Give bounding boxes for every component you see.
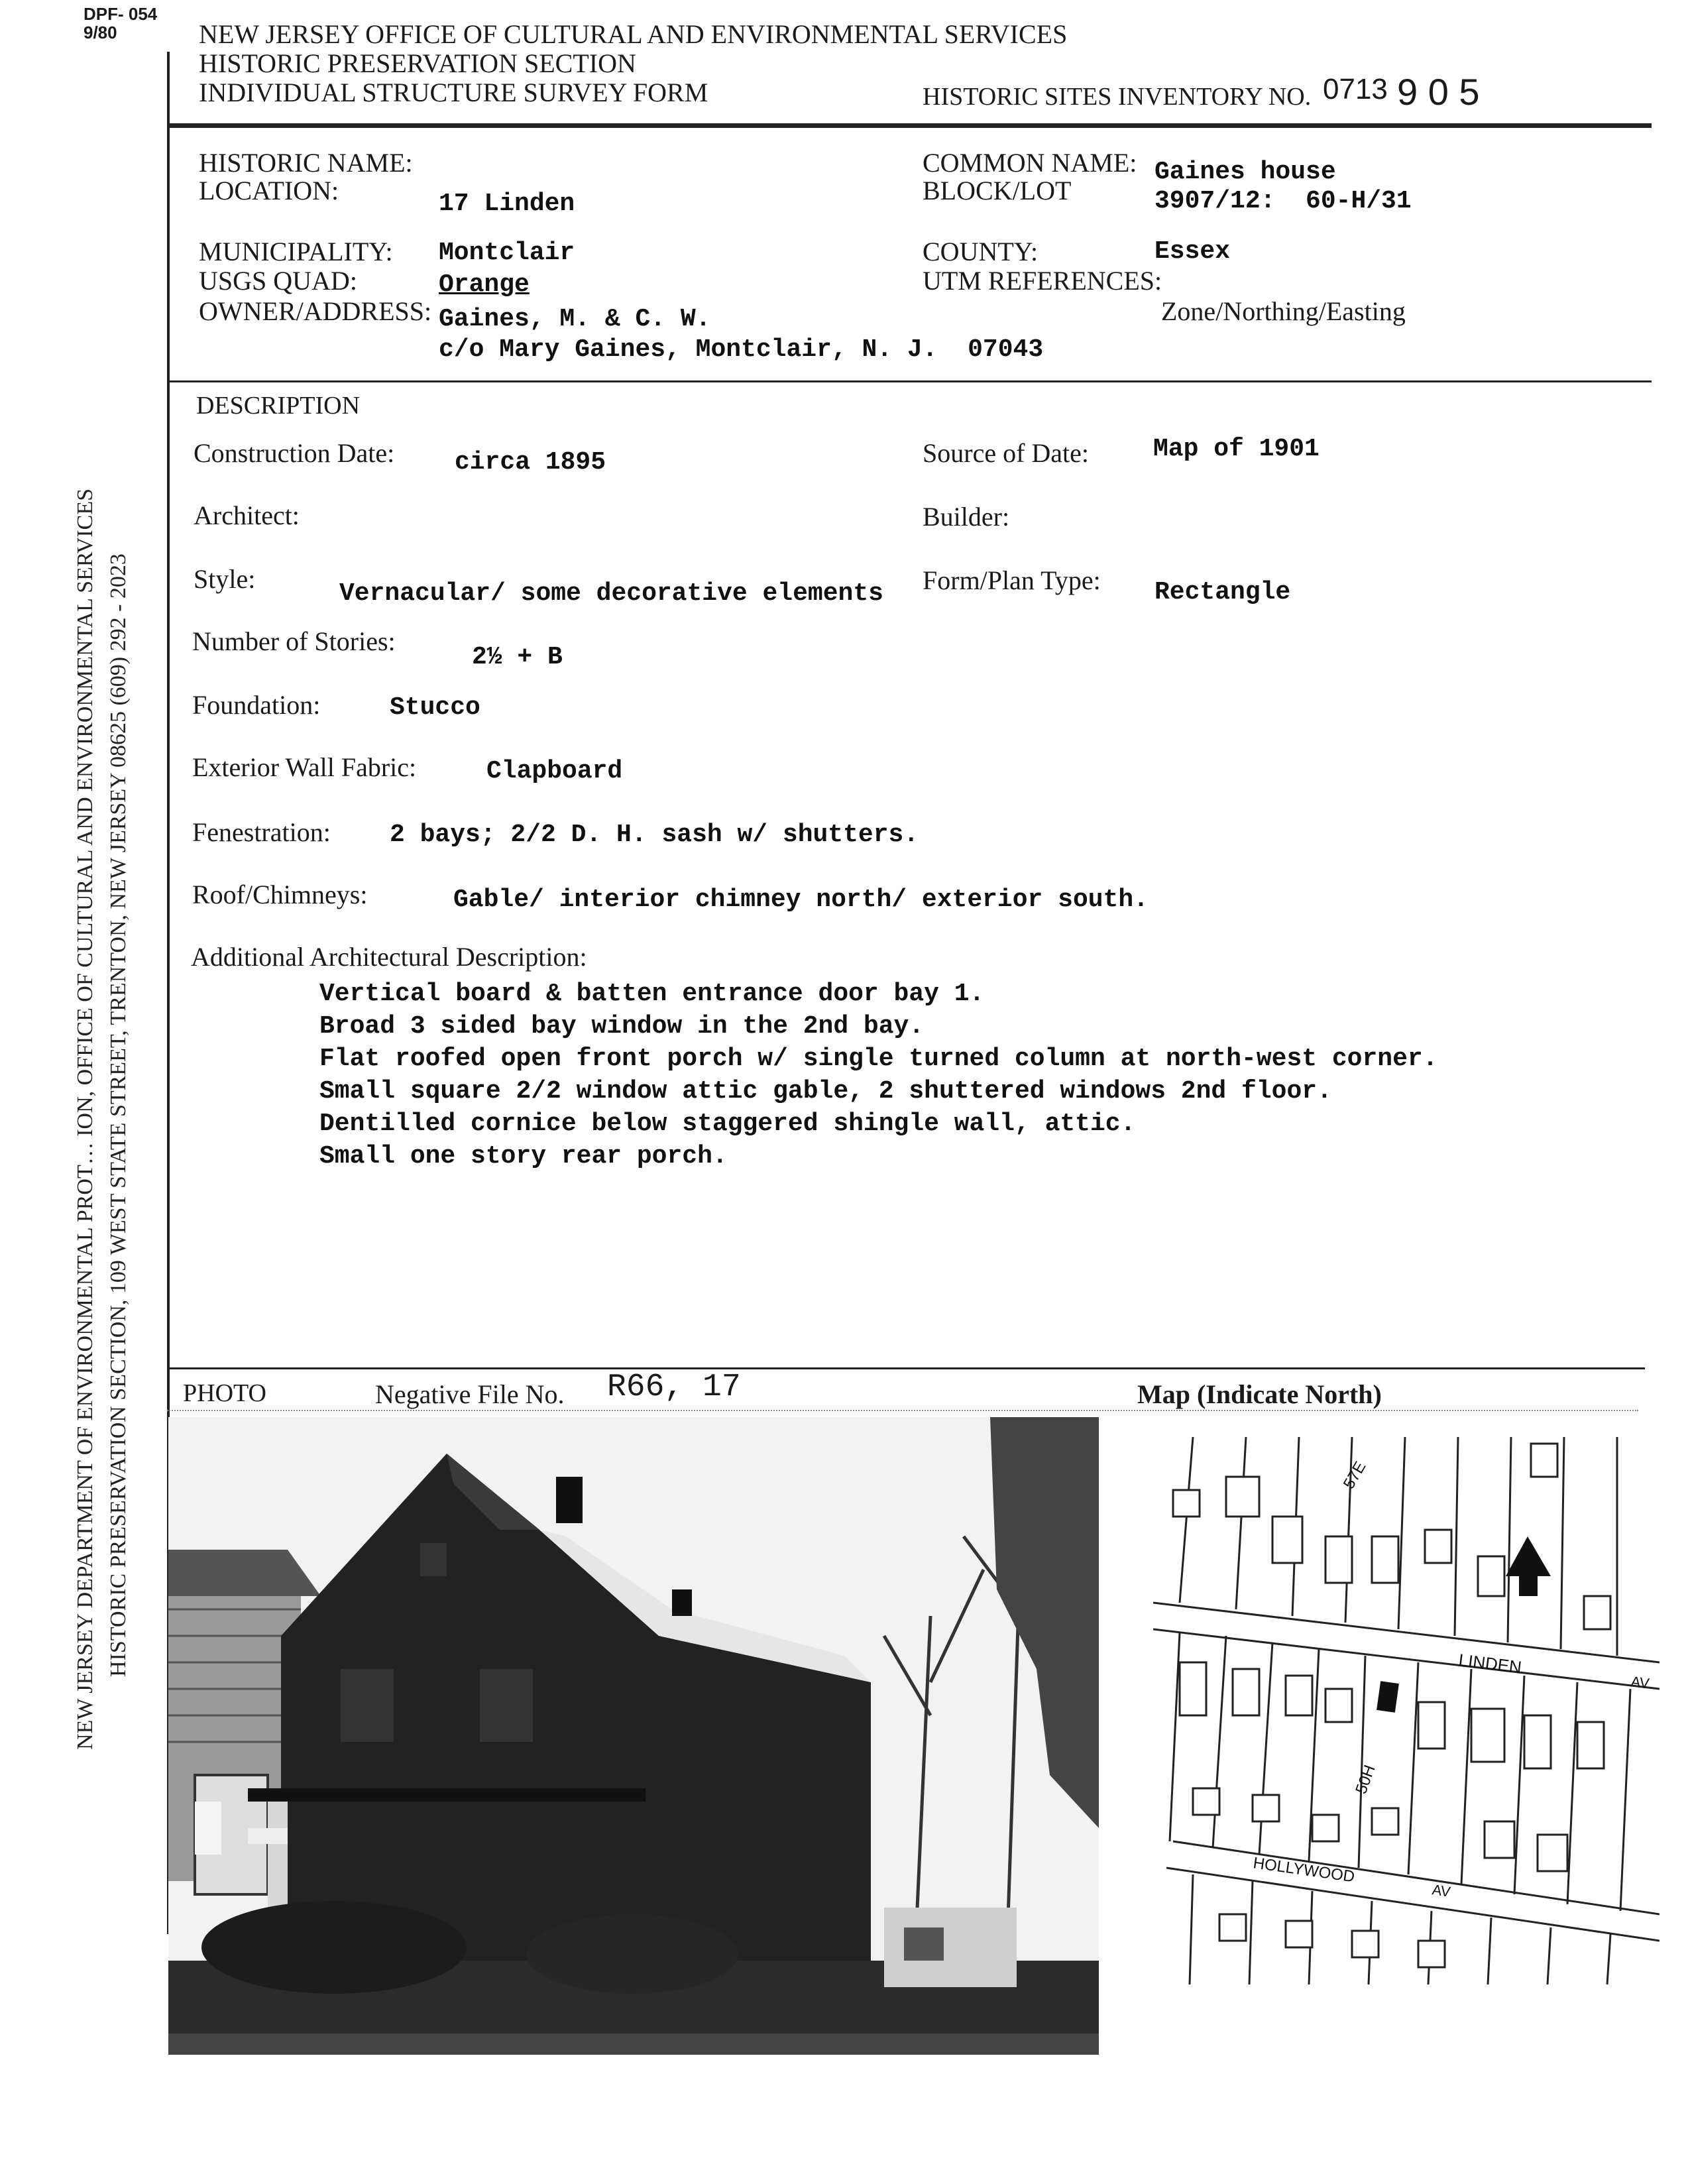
sidebar-address-line: HISTORIC PRESERVATION SECTION, 109 WEST STATE STREET, TRENTON, NEW JERSEY 08625 (609) 292 - 2023 [106, 553, 131, 1677]
architect-label: Architect: [194, 500, 300, 530]
form-date: 9/80 [84, 23, 117, 42]
location-value: 17 Linden [439, 190, 575, 218]
construction-date-value: circa 1895 [455, 448, 606, 477]
roof-chimneys-label: Roof/Chimneys: [192, 880, 368, 909]
stories-value: 2½ + B [472, 643, 563, 671]
utm-references-label: UTM REFERENCES: [923, 266, 1162, 296]
common-name-label: COMMON NAME: [923, 148, 1137, 178]
county-label: COUNTY: [923, 237, 1039, 266]
additional-line: Small one story rear porch. [319, 1142, 728, 1171]
photo-rule [167, 1367, 1645, 1369]
map-label: Map (Indicate North) [1137, 1379, 1382, 1409]
form-plan-value: Rectangle [1154, 578, 1291, 606]
additional-line: Vertical board & batten entrance door bay 1. [319, 980, 985, 1008]
utm-references-value: Zone/Northing/Easting [1161, 296, 1406, 326]
builder-label: Builder: [923, 502, 1010, 532]
top-rule [167, 123, 1652, 128]
construction-date-label: Construction Date: [194, 438, 395, 468]
block-lot-label: BLOCK/LOT [923, 176, 1072, 205]
additional-line: Flat roofed open front porch w/ single turned column at north-west corner. [319, 1045, 1438, 1073]
owner-line-2: c/o Mary Gaines, Montclair, N. J. 07043 [439, 335, 1044, 364]
municipality-label: MUNICIPALITY: [199, 237, 393, 266]
map-street-hollywood-suffix: AV [1431, 1881, 1452, 1900]
photo-dotted-rule [167, 1410, 1638, 1411]
owner-line-1: Gaines, M. & C. W. [439, 305, 711, 333]
negative-file-label: Negative File No. [375, 1379, 565, 1409]
additional-line: Broad 3 sided bay window in the 2nd bay. [319, 1012, 925, 1041]
historic-name-label: HISTORIC NAME: [199, 148, 413, 178]
style-label: Style: [194, 564, 256, 594]
additional-description-label: Additional Architectural Description: [191, 942, 587, 972]
negative-file-value: R66, 17 [607, 1369, 741, 1405]
map-lot-label: 50H [1352, 1762, 1379, 1797]
style-value: Vernacular/ some decorative elements [339, 579, 883, 608]
fenestration-label: Fenestration: [192, 817, 331, 847]
description-heading: DESCRIPTION [196, 392, 361, 420]
municipality-value: Montclair [439, 239, 575, 267]
identification-rule [167, 380, 1652, 382]
form-plan-label: Form/Plan Type: [923, 565, 1101, 595]
additional-description-list [319, 980, 1437, 1175]
owner-address-label: OWNER/ADDRESS: [199, 296, 432, 326]
block-lot-value: 3907/12: 60-H/31 [1154, 187, 1412, 215]
county-value: Essex [1154, 237, 1231, 266]
header-form-title: INDIVIDUAL STRUCTURE SURVEY FORM [199, 78, 708, 107]
roof-chimneys-value: Gable/ interior chimney north/ exterior south. [453, 886, 1149, 914]
map-street-hollywood: HOLLYWOOD [1252, 1854, 1356, 1886]
sidebar-agency-line: NEW JERSEY DEPARTMENT OF ENVIRONMENTAL PROT… ION, OFFICE OF CULTURAL AND ENVIRONMENTAL SERVICES [73, 488, 97, 1750]
map-street-linden: LINDEN [1457, 1650, 1523, 1678]
inventory-number: 0713 [1323, 73, 1388, 105]
map-lot-label: 57E [1339, 1458, 1370, 1492]
location-label: LOCATION: [199, 176, 339, 205]
exterior-wall-value: Clapboard [486, 757, 623, 785]
header-section: HISTORIC PRESERVATION SECTION [199, 48, 636, 78]
location-map [1153, 1437, 1660, 1984]
additional-line: Dentilled cornice below staggered shingle wall, attic. [319, 1110, 1136, 1138]
exterior-wall-label: Exterior Wall Fabric: [192, 752, 417, 782]
form-code: DPF- 054 [84, 4, 158, 24]
stories-label: Number of Stories: [192, 626, 396, 656]
source-of-date-value: Map of 1901 [1153, 435, 1320, 463]
source-of-date-label: Source of Date: [923, 438, 1090, 468]
usgs-quad-value: Orange [439, 270, 530, 299]
foundation-value: Stucco [390, 693, 480, 722]
usgs-quad-label: USGS QUAD: [199, 266, 357, 296]
foundation-label: Foundation: [192, 690, 321, 720]
fenestration-value: 2 bays; 2/2 D. H. sash w/ shutters. [390, 821, 919, 849]
additional-line: Small square 2/2 window attic gable, 2 shuttered windows 2nd floor. [319, 1077, 1332, 1106]
inventory-label: HISTORIC SITES INVENTORY NO. [923, 83, 1312, 111]
photo-label: PHOTO [183, 1379, 266, 1407]
inventory-handwritten: 9 0 5 [1397, 71, 1480, 113]
map-street-linden-suffix: AV [1630, 1673, 1650, 1692]
header-agency: NEW JERSEY OFFICE OF CULTURAL AND ENVIRONMENTAL SERVICES [199, 19, 1068, 49]
common-name-value: Gaines house [1154, 158, 1336, 186]
house-photograph [168, 1417, 1099, 2055]
